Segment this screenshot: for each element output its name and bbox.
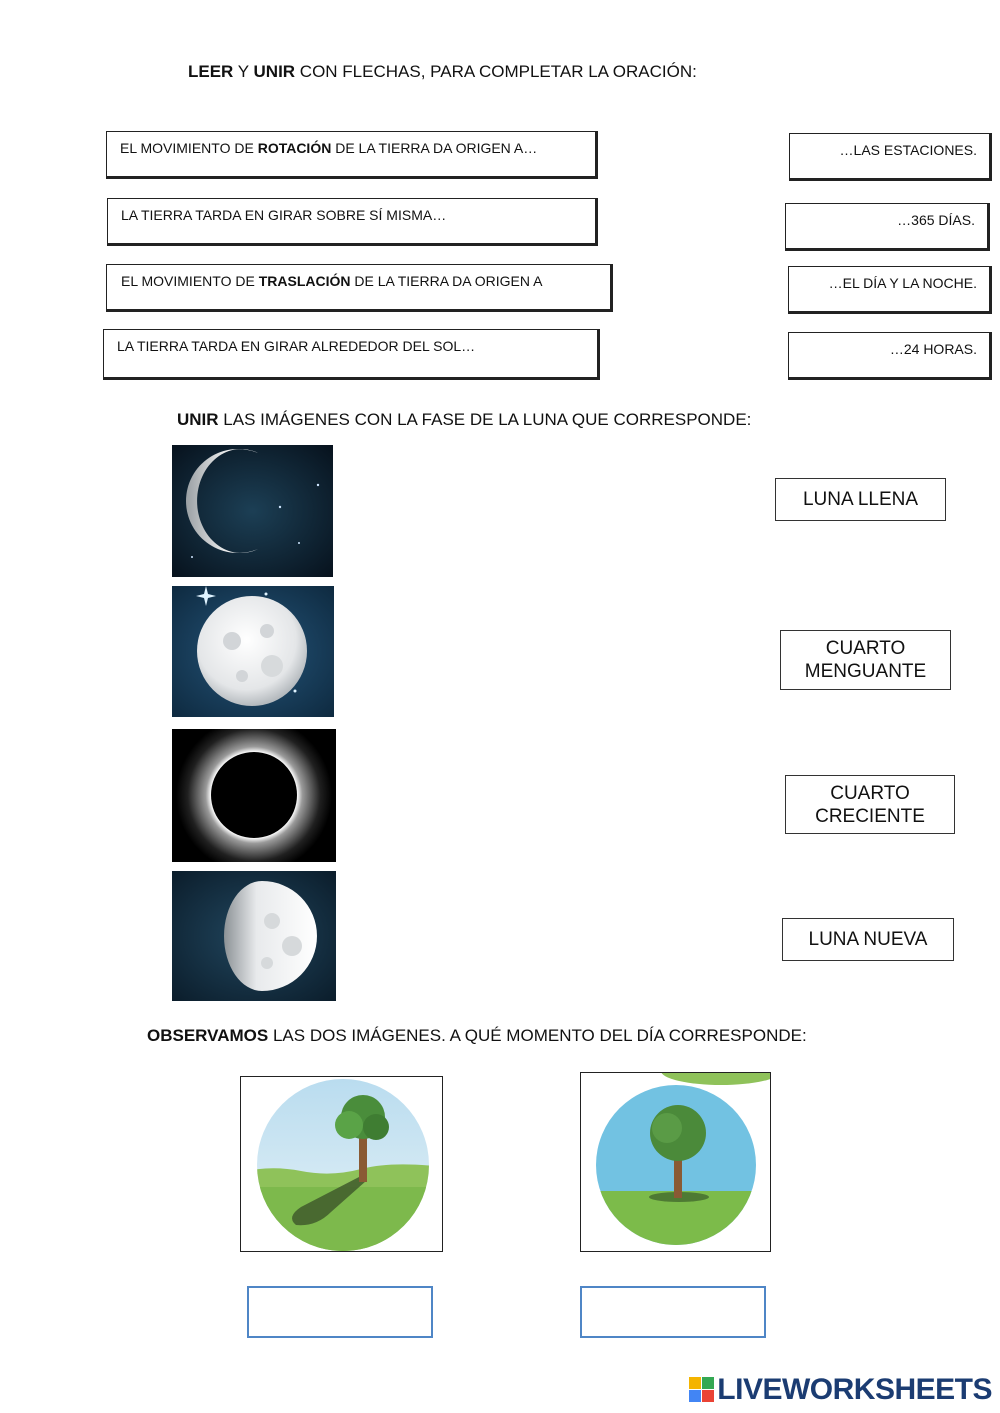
completion-box-3[interactable]: …EL DÍA Y LA NOCHE. bbox=[788, 266, 992, 314]
completion-box-4[interactable]: …24 HORAS. bbox=[788, 332, 992, 380]
crescent-moon-image[interactable] bbox=[172, 445, 333, 577]
phase-label-cuarto-creciente[interactable]: CUARTO CRECIENTE bbox=[785, 775, 955, 834]
liveworksheets-logo bbox=[689, 1373, 992, 1407]
sentence-box-2[interactable]: LA TIERRA TARDA EN GIRAR SOBRE SÍ MISMA… bbox=[107, 198, 598, 246]
completion-box-1[interactable]: …LAS ESTACIONES. bbox=[789, 133, 992, 181]
sentence-box-3[interactable]: EL MOVIMIENTO DE TRASLACIÓN DE LA TIERRA DA ORIGEN A bbox=[106, 264, 613, 312]
tree-long-shadow-image[interactable] bbox=[240, 1076, 443, 1252]
gibbous-moon-image[interactable] bbox=[172, 871, 336, 1001]
sentence-box-1[interactable]: EL MOVIMIENTO DE ROTACIÓN DE LA TIERRA DA ORIGEN A… bbox=[106, 131, 598, 179]
answer-box-right[interactable] bbox=[580, 1286, 766, 1338]
answer-box-left[interactable] bbox=[247, 1286, 433, 1338]
full-moon-image[interactable] bbox=[172, 586, 334, 717]
phase-label-luna-llena[interactable]: LUNA LLENA bbox=[775, 478, 946, 521]
phase-label-luna-nueva[interactable]: LUNA NUEVA bbox=[782, 918, 954, 961]
section2-heading: UNIR LAS IMÁGENES CON LA FASE DE LA LUNA QUE CORRESPONDE: bbox=[177, 410, 752, 429]
liveworksheets-icon bbox=[689, 1377, 715, 1403]
tree-noon-image[interactable] bbox=[580, 1072, 771, 1252]
section1-heading: LEER Y UNIR CON FLECHAS, PARA COMPLETAR LA ORACIÓN: bbox=[188, 62, 697, 81]
brand-text: LIVEWORKSHEETS bbox=[717, 1373, 992, 1406]
phase-label-cuarto-menguante[interactable]: CUARTO MENGUANTE bbox=[780, 630, 951, 690]
section3-heading: OBSERVAMOS LAS DOS IMÁGENES. A QUÉ MOMENTO DEL DÍA CORRESPONDE: bbox=[147, 1026, 807, 1045]
new-moon-image[interactable] bbox=[172, 729, 336, 862]
completion-box-2[interactable]: …365 DÍAS. bbox=[785, 203, 990, 251]
sentence-box-4[interactable]: LA TIERRA TARDA EN GIRAR ALREDEDOR DEL SOL… bbox=[103, 329, 600, 380]
